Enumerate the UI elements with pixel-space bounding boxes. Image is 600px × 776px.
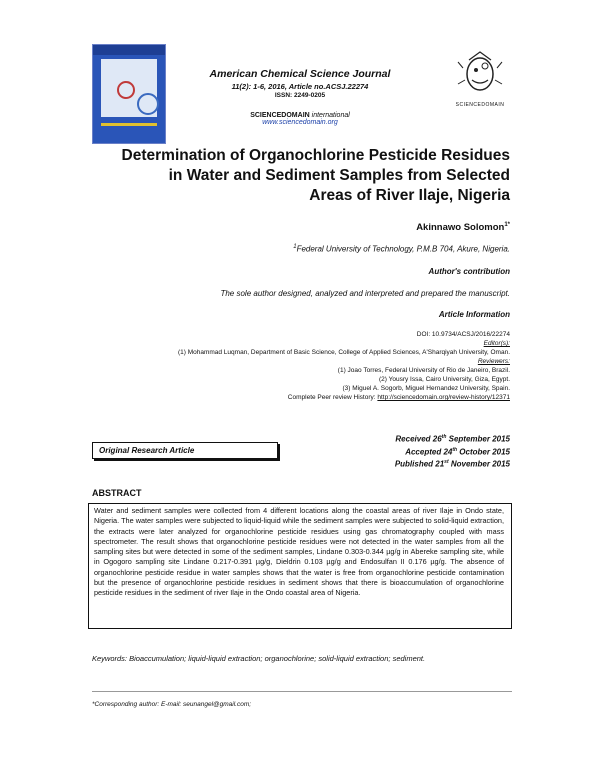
article-type-badge: Original Research Article — [92, 442, 278, 459]
journal-issn: ISSN: 2249-0205 — [274, 92, 326, 99]
article-info-heading: Article Information — [438, 310, 510, 319]
journal-header — [180, 68, 420, 126]
journal-cover-image — [92, 44, 166, 144]
publisher-website[interactable]: www.sciencedomain.org — [262, 119, 338, 126]
keywords: Keywords: Bioaccumulation; liquid-liquid extraction; organochlorine; solid-liquid extraction; sediment. — [92, 654, 426, 663]
journal-title: American Chemical Science Journal — [209, 68, 391, 80]
author-name: Akinnawo Solomon$^{1*}$ — [416, 222, 510, 234]
title-line: Areas of River Ilaje, Nigeria — [309, 187, 510, 204]
footnote-divider — [92, 691, 512, 692]
review-history: Complete Peer review History: http://sciencedomain.org/review-history/12371 — [287, 394, 510, 401]
abstract-text: Water and sediment samples were collected from 4 different locations along the coastal areas of river Ilaje in Ondo state, Nigeria. The water samples were subjected to liquid-liquid while the sediment samples were subjected to solid-liquid extraction, the extracts were later analyzed for organochlorine pesticide residues using gas chromatography coupled with mass spectrometer. The result shows that organochlorine pesticide residues were not detected in the water samples from all the sampling sites but were detected in some of the sediment samples, Lindane 0.303-0.344 µg/g in Abereke sampling site, while in Ogogoro sampling site Lindane 0.217-0.391 µg/g, Dieldrin 0.103 µg/g and Endosulfan II 0.176 µg/g. The absence of organochlorine pesticide residue in water samples shows that the water is free from organochlorine pesticide contamination but the presence of organochlorine pesticide residues in sediment shows that there is bioaccumulation of organochlorine pesticide residues in the sediment of river Ilaje in the Ondo coastal area of Nigeria. — [94, 506, 504, 598]
publisher-logo-text: SCIENCEDOMAIN — [455, 102, 505, 108]
reviewer-entry: (3) Miguel A. Sogorb, Miguel Hernandez University, Spain. — [342, 385, 510, 392]
reviewers-label: Reviewers: — [477, 358, 510, 365]
review-history-link[interactable]: http://sciencedomain.org/review-history/12371 — [377, 394, 510, 401]
published-date: Published 21st November 2015 — [394, 459, 510, 469]
title-line: in Water and Sediment Samples from Selected — [168, 167, 510, 184]
received-date: Received 26th September 2015 — [395, 434, 510, 444]
accepted-date: Accepted 24th October 2015 — [405, 446, 510, 457]
title-line: Determination of Organochlorine Pesticide Residues — [121, 147, 510, 164]
editor-entry: (1) Mohammad Luqman, Department of Basic Science, College of Applied Sciences, A'Sharqiyah University, Oman. — [177, 349, 510, 356]
journal-volume: 11(2): 1-6, 2016, Article no.ACSJ.22274 — [231, 82, 369, 91]
editors-label: Editor(s): — [483, 340, 510, 347]
publisher-name: SCIENCEDOMAIN international — [250, 112, 350, 119]
doi: DOI: 10.9734/ACSJ/2016/22274 — [416, 331, 510, 338]
reviewer-entry: (1) Joao Torres, Federal University of Rio de Janeiro, Brazil. — [337, 367, 510, 374]
contribution-heading: Author's contribution — [428, 267, 510, 276]
abstract-heading: ABSTRACT — [92, 488, 142, 498]
corresponding-author-footnote: *Corresponding author: E-mail: seunangel@gmail.com; — [92, 701, 252, 708]
article-dates — [395, 432, 510, 470]
article-title — [60, 146, 510, 206]
reviewer-entry: (2) Yousry Issa, Cairo University, Giza, Egypt. — [378, 376, 510, 383]
publisher-logo-icon — [455, 50, 505, 110]
author-affiliation: $^1$Federal University of Technology, P.M.B 704, Akure, Nigeria. — [293, 244, 510, 254]
contribution-text: The sole author designed, analyzed and interpreted and prepared the manuscript. — [220, 289, 510, 298]
